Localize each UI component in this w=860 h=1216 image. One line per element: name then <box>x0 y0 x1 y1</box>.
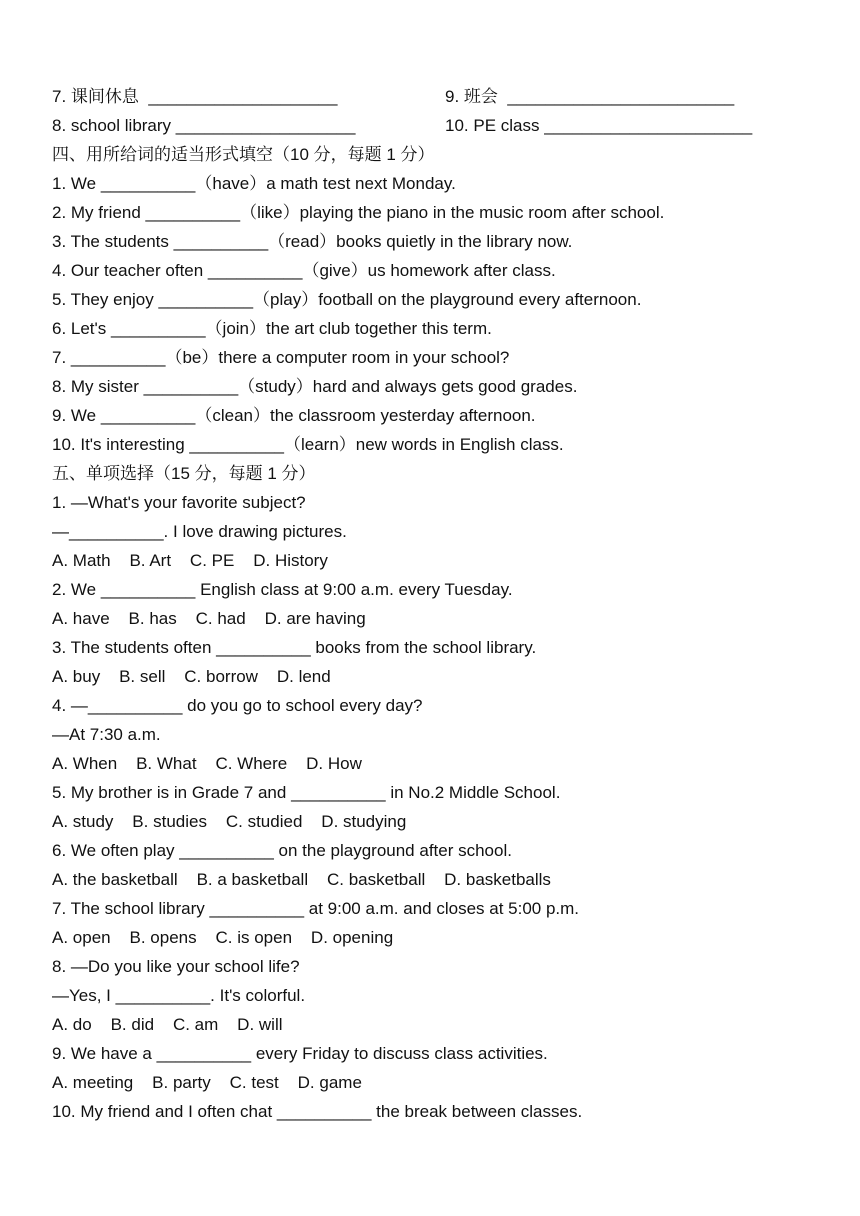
fill-blank-item: 7. __________（be）there a computer room in your school? <box>52 348 510 367</box>
mc-options: A. the basketball B. a basketball C. basketball D. basketballs <box>52 870 551 889</box>
fill-blank-item: 3. The students __________（read）books quietly in the library now. <box>52 232 573 251</box>
fill-blank-item: 2. My friend __________（like）playing the piano in the music room after school. <box>52 203 665 222</box>
mc-options: A. When B. What C. Where D. How <box>52 754 362 773</box>
section-5-list <box>52 488 832 1126</box>
mc-answer-stem: —Yes, I __________. It's colorful. <box>52 986 306 1005</box>
fill-blank-item: 1. We __________（have）a math test next Monday. <box>52 174 456 193</box>
mc-question: 4. —__________ do you go to school every day? <box>52 696 423 715</box>
mc-question: 9. We have a __________ every Friday to discuss class activities. <box>52 1044 548 1063</box>
worksheet-content <box>52 82 832 1126</box>
mc-options: A. study B. studies C. studied D. studying <box>52 812 407 831</box>
mc-question: 2. We __________ English class at 9:00 a.m. every Tuesday. <box>52 580 513 599</box>
fill-blank-item: 9. We __________（clean）the classroom yesterday afternoon. <box>52 406 536 425</box>
mc-question: 8. —Do you like your school life? <box>52 957 300 976</box>
fill-blank-item: 10. It's interesting __________（learn）new words in English class. <box>52 435 564 454</box>
vocab-row-2 <box>52 111 832 140</box>
vocab-row-1 <box>52 82 832 111</box>
mc-options: A. meeting B. party C. test D. game <box>52 1073 362 1092</box>
section-5-heading: 五、单项选择（15 分，每题 1 分） <box>52 464 316 483</box>
vocab-item-10: 10. PE class ______________________ <box>445 116 753 135</box>
fill-blank-item: 6. Let's __________（join）the art club together this term. <box>52 319 492 338</box>
mc-question: 7. The school library __________ at 9:00 a.m. and closes at 5:00 p.m. <box>52 899 580 918</box>
mc-options: A. have B. has C. had D. are having <box>52 609 366 628</box>
section-4-list <box>52 169 832 459</box>
vocab-item-8: 8. school library ___________________ <box>52 116 356 135</box>
mc-question: 3. The students often __________ books from the school library. <box>52 638 537 657</box>
mc-answer-stem: —__________. I love drawing pictures. <box>52 522 347 541</box>
mc-question: 1. —What's your favorite subject? <box>52 493 306 512</box>
mc-options: A. Math B. Art C. PE D. History <box>52 551 328 570</box>
mc-options: A. open B. opens C. is open D. opening <box>52 928 394 947</box>
mc-question: 6. We often play __________ on the playground after school. <box>52 841 512 860</box>
mc-question: 10. My friend and I often chat __________ the break between classes. <box>52 1102 583 1121</box>
vocab-item-7: 7. 课间休息 ____________________ <box>52 87 338 106</box>
vocab-item-9: 9. 班会 ________________________ <box>445 87 735 106</box>
mc-options: A. do B. did C. am D. will <box>52 1015 283 1034</box>
mc-answer-stem: —At 7:30 a.m. <box>52 725 161 744</box>
mc-question: 5. My brother is in Grade 7 and __________ in No.2 Middle School. <box>52 783 561 802</box>
fill-blank-item: 4. Our teacher often __________（give）us homework after class. <box>52 261 556 280</box>
fill-blank-item: 8. My sister __________（study）hard and always gets good grades. <box>52 377 578 396</box>
mc-options: A. buy B. sell C. borrow D. lend <box>52 667 331 686</box>
fill-blank-item: 5. They enjoy __________（play）football on the playground every afternoon. <box>52 290 642 309</box>
section-4-heading: 四、用所给词的适当形式填空（10 分，每题 1 分） <box>52 145 435 164</box>
